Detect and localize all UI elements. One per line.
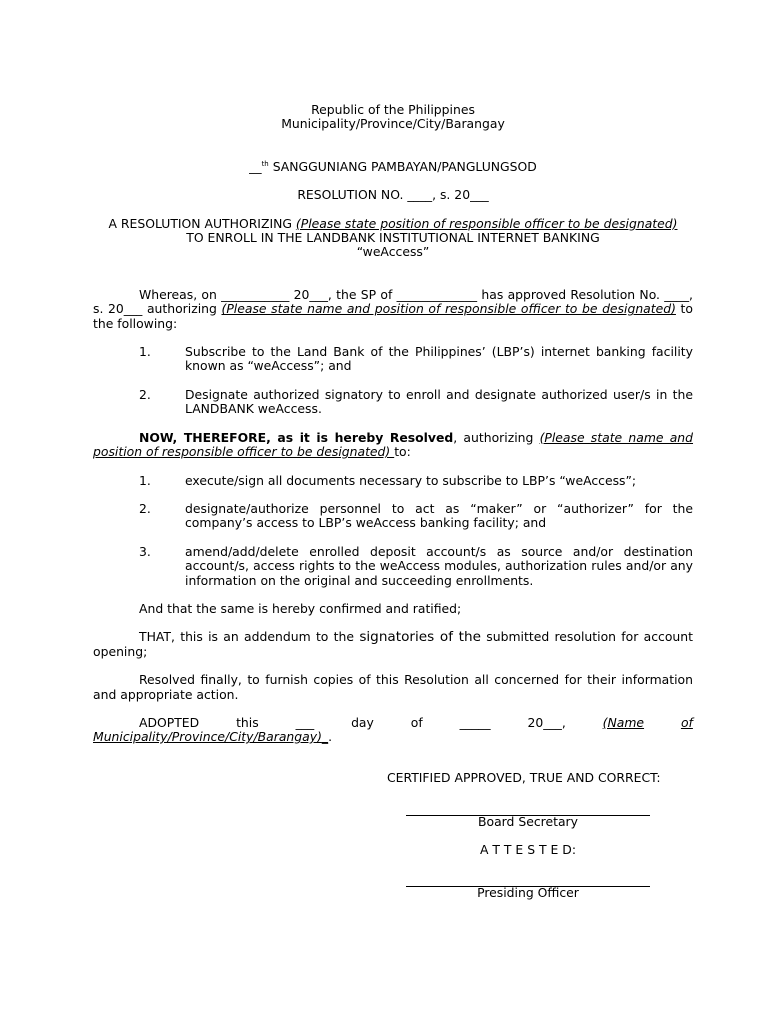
finally-paragraph: Resolved finally, to furnish copies of this Resolution all concerned for their information and appropriate action. [93, 672, 693, 702]
adopted-line-2 [93, 730, 693, 744]
resolved-item [139, 545, 693, 588]
header-republic: Republic of the Philippines [311, 102, 475, 117]
addendum-after: submitted resolution for account opening; [93, 629, 693, 659]
item-text: execute/sign all documents necessary to subscribe to LBP’s “weAccess”; [185, 472, 637, 488]
presiding-officer-label: Presiding Officer [477, 885, 579, 900]
whereas-suffix: to the following: [93, 301, 693, 331]
adopted-word: day [351, 714, 374, 730]
whereas-text: Whereas, on ___________ 20___, the SP of _____________ has approved Resolution No. ____, s. 20___ authorizing [93, 286, 693, 317]
adopted-of: of [680, 714, 693, 730]
addendum-paragraph [93, 630, 693, 659]
title-line-2: TO ENROLL IN THE LANDBANK INSTITUTIONAL INTERNET BANKING [186, 230, 600, 246]
adopted-word: of [410, 714, 423, 730]
item-number: 1. [139, 344, 151, 360]
adopted-month-blank: _____ [459, 714, 491, 730]
adopted-year: 20___, [527, 714, 566, 730]
whereas-officer-placeholder: (Please state name and position of responsible officer to be designated) [221, 301, 676, 317]
header-lgu: Municipality/Province/City/Barangay [281, 116, 505, 132]
addendum-emphasis: signatories of the [359, 629, 481, 646]
item-number: 1. [139, 472, 151, 488]
council-title: SANGGUNIANG PAMBAYAN/PANGLUNGSOD [268, 158, 537, 174]
confirmed-paragraph: And that the same is hereby confirmed and ratified; [139, 600, 462, 616]
resolution-number: RESOLUTION NO. ____, s. 20___ [297, 187, 489, 203]
whereas-item [139, 345, 693, 374]
item-text: designate/authorize personnel to act as “maker” or “authorizer” for the company’s access to LBP’s weAccess banking facility; and [185, 500, 693, 531]
resolved-text: , authorizing [453, 429, 540, 445]
title-prefix: A RESOLUTION AUTHORIZING [108, 215, 296, 231]
adopted-word: this [236, 714, 259, 730]
item-number: 3. [139, 543, 151, 559]
resolved-bold: NOW, THEREFORE, as it is hereby Resolved [139, 429, 454, 445]
adopted-lgu-underscore: _ [321, 729, 329, 745]
council-ordinal: th [261, 159, 269, 168]
resolved-item [139, 474, 693, 488]
whereas-paragraph [93, 288, 693, 331]
resolved-suffix: to: [394, 444, 411, 460]
item-number: 2. [139, 500, 151, 516]
adopted-period: . [328, 729, 333, 745]
addendum-before: THAT, this is an addendum to the [139, 629, 360, 645]
adopted-line-1 [93, 716, 693, 730]
certified-heading: CERTIFIED APPROVED, TRUE AND CORRECT: [387, 770, 661, 785]
resolved-paragraph [93, 431, 693, 460]
item-number: 2. [139, 386, 151, 402]
adopted-lgu-placeholder: Municipality/Province/City/Barangay) [93, 729, 322, 745]
attested-heading: A T T E S T E D: [480, 842, 576, 857]
resolved-item [139, 502, 693, 531]
item-text: amend/add/delete enrolled deposit account/s as source and/or destination account/s, access rights to the weAccess modules, authorization rules and/or any information on the original and succeeding enrollments. [185, 543, 693, 588]
title-line-3: “weAccess” [356, 244, 430, 260]
council-number-blank: __ [249, 158, 262, 174]
whereas-item [139, 388, 693, 417]
item-text: Subscribe to the Land Bank of the Philippines’ (LBP’s) internet banking facility known as “weAccess”; and [185, 344, 693, 374]
adopted-name-placeholder: (Name [602, 714, 645, 730]
adopted-day-blank: ___ [295, 714, 315, 730]
council-name [93, 160, 693, 174]
resolution-title [93, 217, 693, 231]
resolution-document [93, 103, 693, 745]
title-officer-placeholder: (Please state position of responsible officer to be designated) [295, 215, 678, 231]
board-secretary-label: Board Secretary [478, 814, 578, 829]
adopted-paragraph [93, 716, 693, 745]
item-text: Designate authorized signatory to enroll and designate authorized user/s in the LANDBANK weAccess. [185, 386, 693, 417]
certification-block [387, 771, 661, 785]
adopted-word: ADOPTED [139, 714, 200, 730]
resolved-officer-placeholder: (Please state name and position of responsible officer to be designated) [93, 429, 694, 460]
